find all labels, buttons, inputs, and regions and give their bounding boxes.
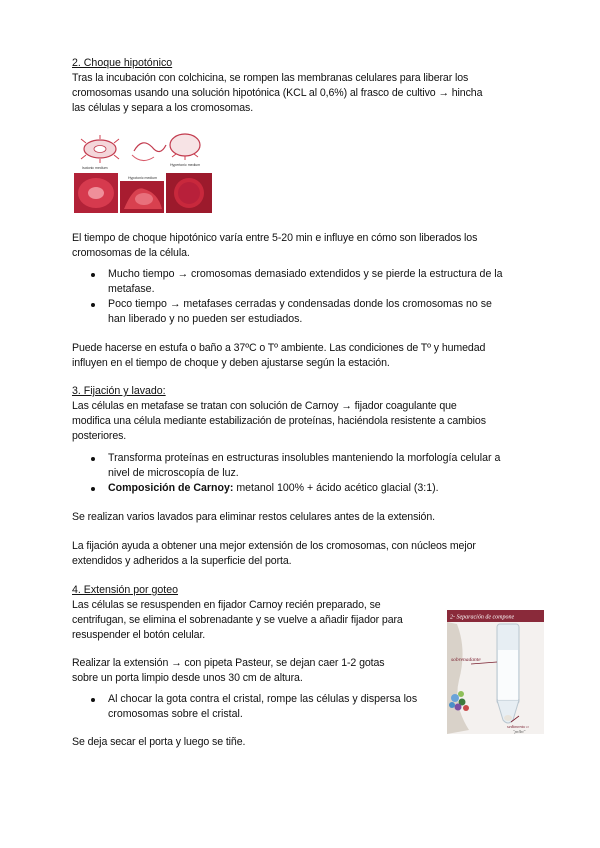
bullet-dot	[91, 487, 95, 491]
bullet-drop-line-2: cromosomas sobre el cristal.	[108, 708, 243, 720]
label-sediment: sedimento o	[507, 724, 529, 729]
section-3-intro-line-2: modifica una célula mediante estabilización de proteínas, haciéndola resistente a cambios	[72, 415, 486, 427]
carnoy-composition-text: metanol 100% + ácido acético glacial (3:1).	[233, 482, 439, 494]
fix-para-line-1: La fijación ayuda a obtener una mejor extensión de los cromosomas, con núcleos mejor	[72, 540, 476, 552]
section-2-intro-line-3: las células y separa a los cromosomas.	[72, 102, 254, 114]
extension-para-line-2: sobre un porta limpio desde unos 30 cm de altura.	[72, 672, 303, 684]
temp-para-line-1: Puede hacerse en estufa o baño a 37ºC o Tº ambiente. Las condiciones de Tº y humedad	[72, 342, 486, 354]
extension-para-line-1: Realizar la extensión → con pipeta Pasteur, se dejan caer 1-2 gotas	[72, 657, 385, 669]
time-para-line-1: El tiempo de choque hipotónico varía entre 5-20 min e influye en cómo son liberados los	[72, 232, 478, 244]
section-2-intro-line-1: Tras la incubación con colchicina, se rompen las membranas celulares para liberar los	[72, 72, 469, 84]
bullet-short-time-line-2: han liberado y no pueden ser estudiados.	[108, 313, 303, 325]
bullet-long-time-line-1: Mucho tiempo → cromosomas demasiado extendidos y se pierde la estructura de la	[108, 268, 503, 280]
wash-para: Se realizan varios lavados para eliminar restos celulares antes de la extensión.	[72, 511, 435, 523]
figure-label-isotonic: Isotonic medium	[82, 166, 108, 170]
temp-para-line-2: influyen en el tiempo de choque y deben ajustarse según la estación.	[72, 357, 390, 369]
label-pellet: "pellet"	[513, 729, 526, 734]
final-para: Se deja secar el porta y luego se tiñe.	[72, 736, 246, 748]
bullet-drop-line-1: Al chocar la gota contra el cristal, rompe las células y dispersa los	[108, 693, 418, 705]
bullet-long-time-line-2: metafase.	[108, 283, 155, 295]
label-supernatant: sobrenadante	[451, 657, 481, 663]
bullet-dot	[91, 457, 95, 461]
figure-label-hypertonic: Hypertonic medium	[170, 163, 201, 167]
section-3-intro-line-3: posteriores.	[72, 430, 127, 442]
figure-title: 2- Separación de compone	[450, 614, 515, 621]
centrifuge-tube-figure	[447, 610, 544, 734]
section-3-heading: 3. Fijación y lavado:	[72, 385, 166, 397]
bullet-carnoy-composition	[108, 481, 439, 496]
section-4-heading: 4. Extensión por goteo	[72, 584, 179, 596]
section-3-intro-line-1: Las células en metafase se tratan con solución de Carnoy → fijador coagulante que	[72, 400, 457, 412]
bullet-short-time-line-1: Poco tiempo → metafases cerradas y condensadas donde los cromosomas no se	[108, 298, 492, 310]
section-4-intro-line-1: Las células se resuspenden en fijador Carnoy recién preparado, se	[72, 599, 381, 611]
carnoy-composition-label: Composición de Carnoy:	[108, 482, 234, 494]
time-para-line-2: cromosomas de la célula.	[72, 247, 190, 259]
section-4-intro-line-3: resuspender el botón celular.	[72, 629, 206, 641]
bullet-proteins-line-1: Transforma proteínas en estructuras insolubles manteniendo la morfología celular a	[108, 452, 501, 464]
bullet-dot	[91, 698, 95, 702]
bullet-proteins-line-2: nivel de microscopía de luz.	[108, 467, 239, 479]
fix-para-line-2: extendidos y adheridos a la superficie del porta.	[72, 555, 292, 567]
figure-label-hypotonic: Hypotonic medium	[128, 176, 157, 180]
bullet-dot	[91, 273, 95, 277]
section-2-heading: 2. Choque hipotónico	[72, 57, 173, 69]
tonicity-figure	[72, 131, 212, 213]
bullet-dot	[91, 303, 95, 307]
section-2-intro-line-2: cromosomas usando una solución hipotónica (KCL al 0,6%) al frasco de cultivo → hincha	[72, 87, 483, 99]
section-4-intro-line-2: centrifugan, se elimina el sobrenadante y se vuelve a añadir fijador para	[72, 614, 403, 626]
